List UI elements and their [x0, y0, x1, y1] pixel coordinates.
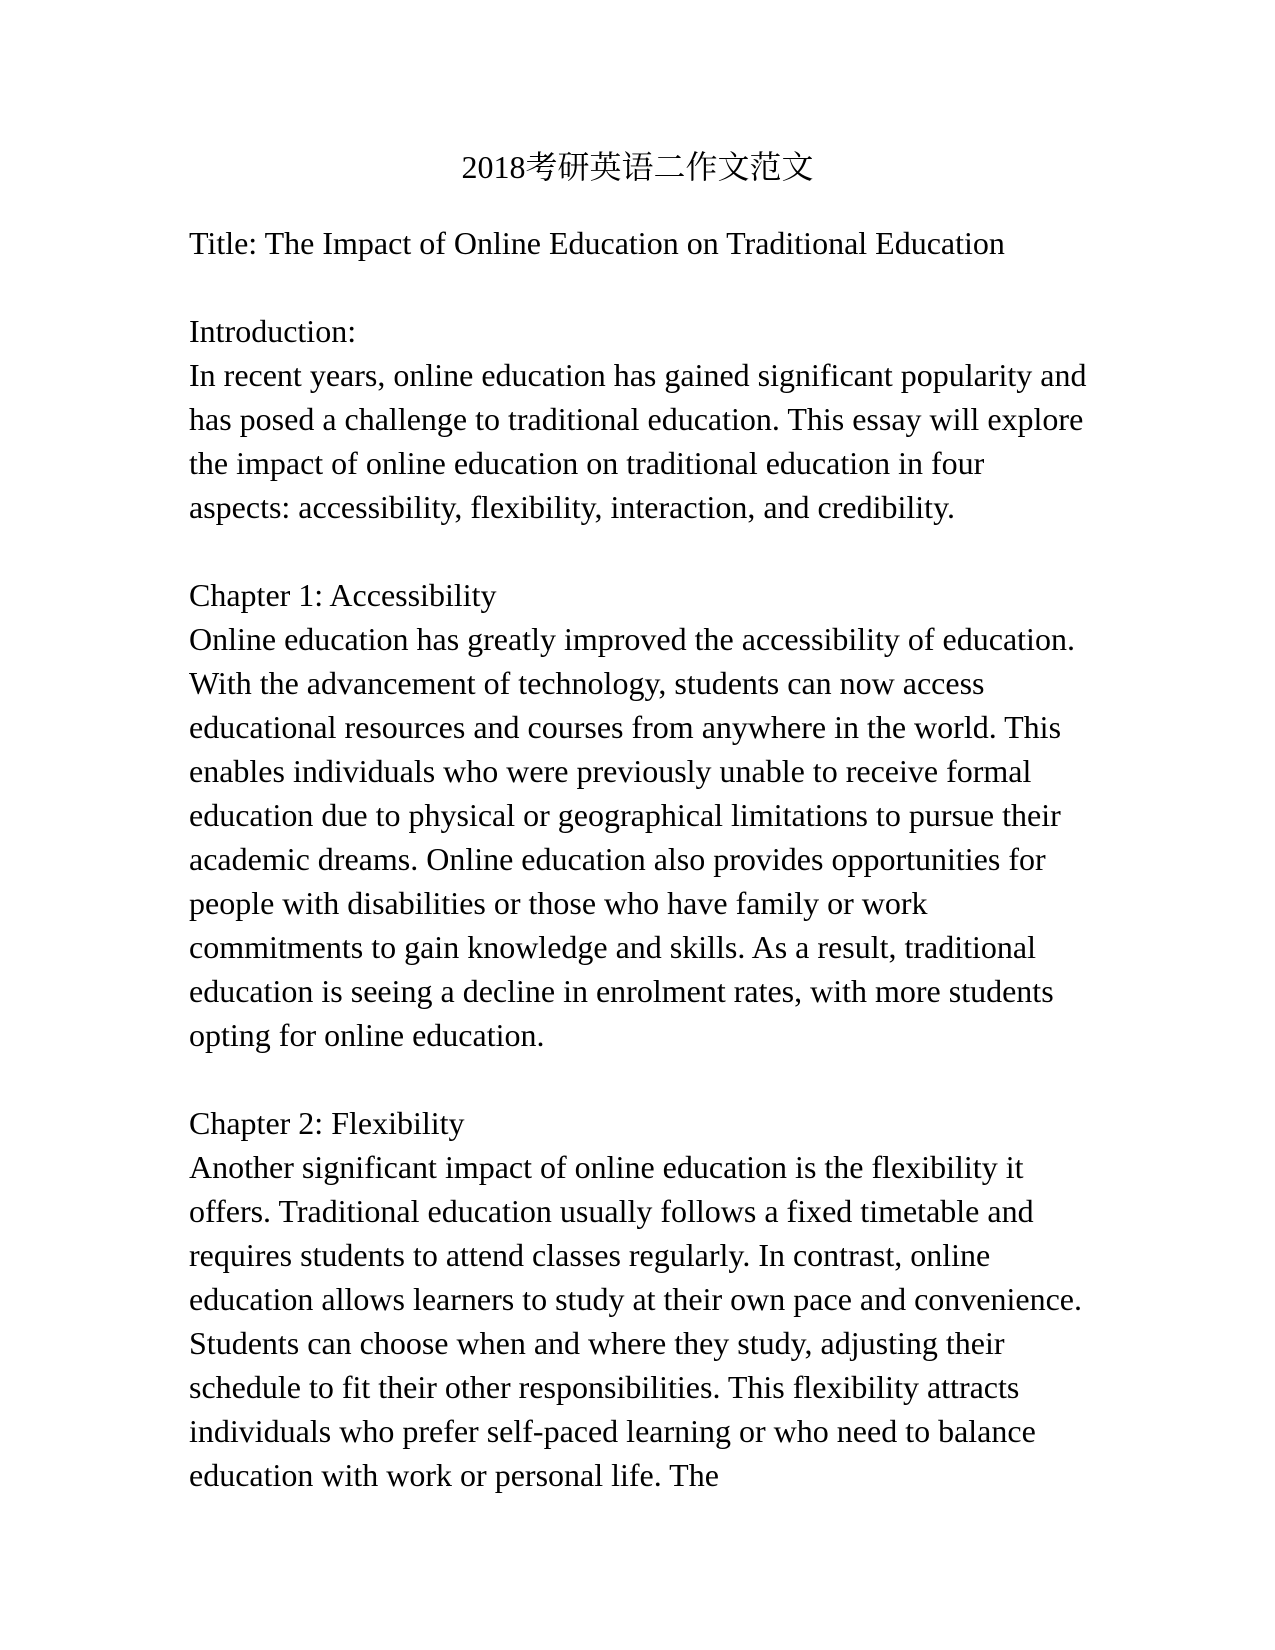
introduction-paragraph: In recent years, online education has gained significant popularity and has posed a challenge to traditional education. This essay will explore the impact of online education on traditional education in four aspects: accessibility, flexibility, interaction, and credibility.	[189, 357, 1087, 525]
chapter-2-paragraph: Another significant impact of online education is the flexibility it offers. Traditional education usually follows a fixed timetable and requires students to attend classes regularly. In contrast, online education allows learners to study at their own pace and convenience. Students can choose when and where they study, adjusting their schedule to fit their other responsibilities. This flexibility attracts individuals who prefer self-paced learning or who need to balance education with work or personal life. The	[189, 1149, 1082, 1493]
introduction-heading: Introduction:	[189, 313, 357, 349]
chapter-2-heading: Chapter 2: Flexibility	[189, 1105, 465, 1141]
chapter-1-paragraph: Online education has greatly improved the accessibility of education. With the advancement of technology, students can now access educational resources and courses from anywhere in the world. This enables individuals who were previously unable to receive formal education due to physical or geographical limitations to pursue their academic dreams. Online education also provides opportunities for people with disabilities or those who have family or work commitments to gain knowledge and skills. As a result, traditional education is seeing a decline in enrolment rates, with more students opting for online education.	[189, 621, 1075, 1053]
document-heading: 2018考研英语二作文范文	[461, 149, 814, 185]
essay-title: Title: The Impact of Online Education on Traditional Education	[189, 225, 1005, 261]
chapter-1-heading: Chapter 1: Accessibility	[189, 577, 497, 613]
